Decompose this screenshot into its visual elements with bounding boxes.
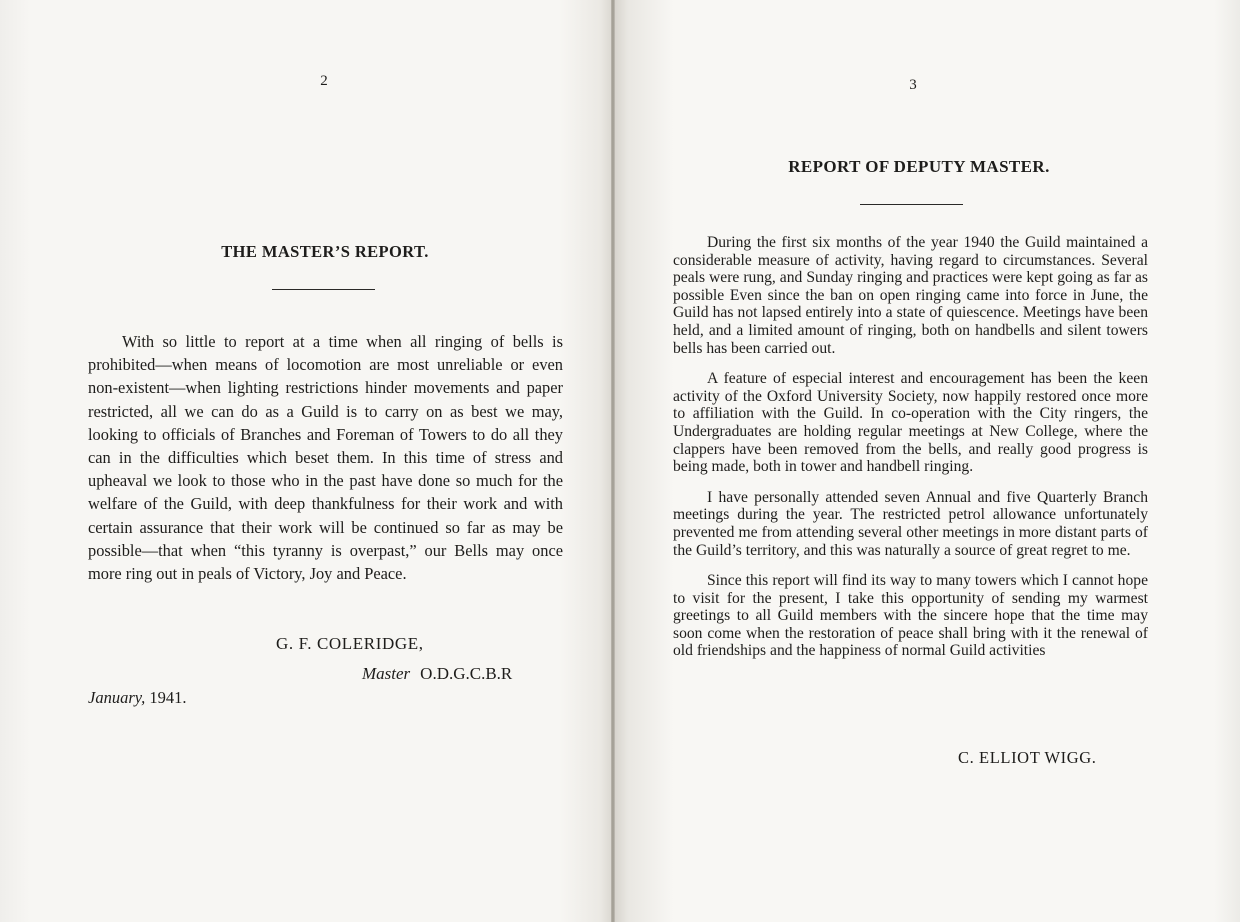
report-paragraph: A feature of especial interest and encouragement has been the keen activity of the Oxford University Society, now happily restored once more to affiliation with the Guild. In co-operation with the City ringers, the Undergraduates are holding regular meetings at New College, where the clappers have been removed from the bells, and really good progress is being made, both in tower and handbell ringing. <box>673 370 1148 476</box>
book-gutter <box>611 0 615 922</box>
report-body <box>673 234 1148 673</box>
date-month: January, <box>88 688 146 707</box>
report-paragraph: I have personally attended seven Annual and five Quarterly Branch meetings during the year. The restricted petrol allowance unfortunately prevented me from attending several other meetings in more distant parts of the Guild’s territory, and this was naturally a source of great regret to me. <box>673 488 1148 559</box>
report-body: With so little to report at a time when all ringing of bells is prohibited—when means of locomotion are most unreliable or even non-existent—when lighting restrictions hinder movements and paper restricted, all we can do as a Guild is to carry on as best we may, looking to officials of Branches and Foreman of Towers to do all they can in the difficulties which beset them. In this time of stress and upheaval we look to those who in the past have done so much for the welfare of the Guild, with deep thankfulness for their work and with certain assurance that their work will be continued so far as may be possible—that when “this tyranny is overpast,” our Bells may once more ring out in peals of Victory, Joy and Peace. <box>88 332 563 584</box>
page-heading: REPORT OF DEPUTY MASTER. <box>788 157 1050 176</box>
signatory-organisation: O.D.G.C.B.R <box>420 664 513 683</box>
page-number: 3 <box>909 77 917 93</box>
page-number: 2 <box>320 73 328 89</box>
heading-divider <box>860 204 963 205</box>
page-heading: THE MASTER’S REPORT. <box>221 242 429 261</box>
report-date <box>88 688 187 708</box>
signatory-role: Master <box>362 664 411 683</box>
report-paragraph: Since this report will find its way to many towers which I cannot hope to visit for the present, I take this opportunity of sending my warmest greetings to all Guild members with the sincere hope that the time may soon come when the restoration of peace shall bring with it the renewal of old friendships and the happiness of normal Guild activities <box>673 572 1148 660</box>
signature: G. F. COLERIDGE, <box>276 634 424 653</box>
heading-divider <box>272 289 375 290</box>
date-year: 1941. <box>149 688 187 707</box>
signature: C. ELLIOT WIGG. <box>958 748 1097 767</box>
left-page <box>0 0 614 922</box>
signatory-title <box>362 664 512 684</box>
right-page <box>614 0 1240 922</box>
report-paragraph: During the first six months of the year 1940 the Guild maintained a considerable measure of activity, having regard to circumstances. Several peals were rung, and Sunday ringing and practices were kept going as far as possible Even since the ban on open ringing came into force in June, the Guild has not lapsed entirely into a state of quiescence. Meetings have been held, and a limited amount of ringing, both on handbells and silent towers bells has been carried out. <box>673 234 1148 357</box>
